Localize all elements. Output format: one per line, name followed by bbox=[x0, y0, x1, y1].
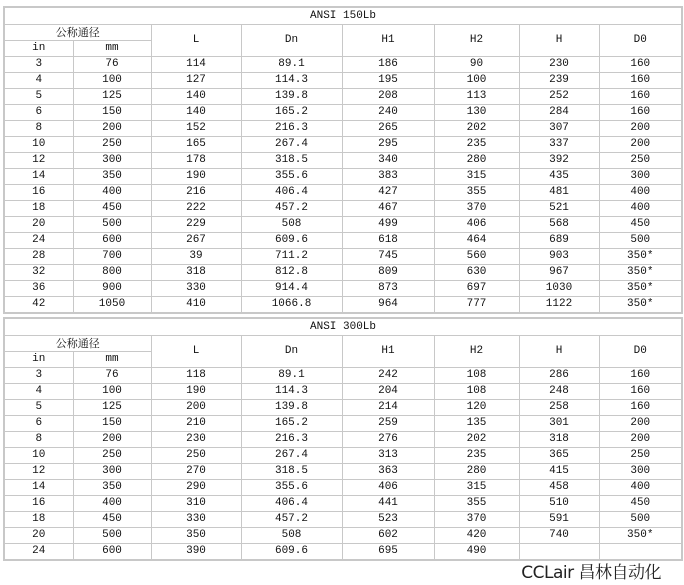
table-row bbox=[4, 544, 682, 561]
table-cell: 812.8 bbox=[241, 265, 342, 281]
table-cell: 267.4 bbox=[241, 137, 342, 153]
column-header-h2: H2 bbox=[434, 25, 519, 57]
table-cell: 337 bbox=[519, 137, 599, 153]
table-cell: 295 bbox=[342, 137, 434, 153]
table-cell: 350 bbox=[151, 528, 241, 544]
table-row bbox=[4, 496, 682, 512]
table-cell: 390 bbox=[151, 544, 241, 561]
table-cell: 400 bbox=[73, 185, 151, 201]
table-cell: 76 bbox=[73, 368, 151, 384]
table-row bbox=[4, 105, 682, 121]
nominal-diameter-header: 公称通径 bbox=[4, 25, 151, 41]
table-cell: 464 bbox=[434, 233, 519, 249]
table-cell: 280 bbox=[434, 464, 519, 480]
table-cell: 809 bbox=[342, 265, 434, 281]
table-cell: 330 bbox=[151, 512, 241, 528]
table-cell: 365 bbox=[519, 448, 599, 464]
table-cell: 400 bbox=[599, 201, 682, 217]
table-cell: 258 bbox=[519, 400, 599, 416]
table-cell: 214 bbox=[342, 400, 434, 416]
table-cell: 4 bbox=[4, 384, 73, 400]
table-cell: 89.1 bbox=[241, 368, 342, 384]
table-cell: 10 bbox=[4, 448, 73, 464]
table-cell: 300 bbox=[599, 464, 682, 480]
table-cell: 521 bbox=[519, 201, 599, 217]
ansi-150lb-table bbox=[3, 6, 683, 314]
table-cell: 1066.8 bbox=[241, 297, 342, 314]
table-cell: 1122 bbox=[519, 297, 599, 314]
table-cell: 114.3 bbox=[241, 73, 342, 89]
table-cell: 777 bbox=[434, 297, 519, 314]
table-cell: 350* bbox=[599, 297, 682, 314]
ansi-300lb-table bbox=[3, 317, 683, 561]
table-cell: 200 bbox=[73, 432, 151, 448]
table-cell: 406 bbox=[342, 480, 434, 496]
table-cell: 267 bbox=[151, 233, 241, 249]
table-cell: 216.3 bbox=[241, 432, 342, 448]
header-row bbox=[4, 336, 682, 352]
table-row bbox=[4, 297, 682, 314]
table-cell: 435 bbox=[519, 169, 599, 185]
table-cell: 186 bbox=[342, 57, 434, 73]
table-cell: 313 bbox=[342, 448, 434, 464]
table-cell: 618 bbox=[342, 233, 434, 249]
table-cell: 90 bbox=[434, 57, 519, 73]
table-cell: 130 bbox=[434, 105, 519, 121]
table-cell: 216.3 bbox=[241, 121, 342, 137]
table-cell: 190 bbox=[151, 384, 241, 400]
table-cell: 8 bbox=[4, 432, 73, 448]
table-row bbox=[4, 432, 682, 448]
table-cell: 127 bbox=[151, 73, 241, 89]
sub-header-in: in bbox=[4, 352, 73, 368]
table-cell: 602 bbox=[342, 528, 434, 544]
table-cell: 250 bbox=[73, 448, 151, 464]
table-cell: 300 bbox=[73, 153, 151, 169]
table-row bbox=[4, 281, 682, 297]
table-cell: 100 bbox=[73, 73, 151, 89]
table-cell: 14 bbox=[4, 480, 73, 496]
table-cell: 265 bbox=[342, 121, 434, 137]
table-cell: 208 bbox=[342, 89, 434, 105]
table-row bbox=[4, 185, 682, 201]
table-row bbox=[4, 265, 682, 281]
table-cell: 108 bbox=[434, 368, 519, 384]
sub-header-mm: mm bbox=[73, 352, 151, 368]
table-cell: 310 bbox=[151, 496, 241, 512]
table-cell: 248 bbox=[519, 384, 599, 400]
table-row bbox=[4, 448, 682, 464]
table-cell: 204 bbox=[342, 384, 434, 400]
table-cell: 441 bbox=[342, 496, 434, 512]
column-header-d0: D0 bbox=[599, 336, 682, 368]
table-cell: 568 bbox=[519, 217, 599, 233]
column-header-h1: H1 bbox=[342, 336, 434, 368]
table-cell: 200 bbox=[599, 137, 682, 153]
table-row bbox=[4, 153, 682, 169]
table-cell: 118 bbox=[151, 368, 241, 384]
column-header-d0: D0 bbox=[599, 25, 682, 57]
table-cell: 315 bbox=[434, 480, 519, 496]
table-cell: 363 bbox=[342, 464, 434, 480]
table-cell: 873 bbox=[342, 281, 434, 297]
table-cell: 350 bbox=[73, 169, 151, 185]
table-cell: 252 bbox=[519, 89, 599, 105]
table-cell: 330 bbox=[151, 281, 241, 297]
table-cell: 280 bbox=[434, 153, 519, 169]
table-cell: 508 bbox=[241, 528, 342, 544]
table-cell: 450 bbox=[73, 201, 151, 217]
table-cell: 42 bbox=[4, 297, 73, 314]
table-cell: 125 bbox=[73, 400, 151, 416]
table-cell: 457.2 bbox=[241, 201, 342, 217]
table-cell: 740 bbox=[519, 528, 599, 544]
table-cell: 355 bbox=[434, 496, 519, 512]
column-header-l: L bbox=[151, 336, 241, 368]
table-cell: 12 bbox=[4, 153, 73, 169]
table-cell: 500 bbox=[73, 217, 151, 233]
table-cell: 114.3 bbox=[241, 384, 342, 400]
table-row bbox=[4, 480, 682, 496]
table-cell: 350* bbox=[599, 528, 682, 544]
table-cell: 508 bbox=[241, 217, 342, 233]
table-cell: 689 bbox=[519, 233, 599, 249]
table-cell: 6 bbox=[4, 416, 73, 432]
table-cell: 1030 bbox=[519, 281, 599, 297]
table-cell: 5 bbox=[4, 89, 73, 105]
table-cell: 315 bbox=[434, 169, 519, 185]
table-cell: 697 bbox=[434, 281, 519, 297]
table-cell: 600 bbox=[73, 233, 151, 249]
table-cell: 165 bbox=[151, 137, 241, 153]
table-cell: 383 bbox=[342, 169, 434, 185]
table-row bbox=[4, 528, 682, 544]
table-cell: 745 bbox=[342, 249, 434, 265]
table-cell: 500 bbox=[599, 233, 682, 249]
table-cell: 235 bbox=[434, 448, 519, 464]
table-cell: 406.4 bbox=[241, 185, 342, 201]
table-row bbox=[4, 249, 682, 265]
table-cell: 457.2 bbox=[241, 512, 342, 528]
table-cell: 250 bbox=[599, 153, 682, 169]
table-row bbox=[4, 89, 682, 105]
table-cell: 450 bbox=[599, 496, 682, 512]
table-cell: 125 bbox=[73, 89, 151, 105]
table-cell: 230 bbox=[519, 57, 599, 73]
watermark-logo: CCLair 昌林自动化 bbox=[521, 563, 661, 583]
table-title: ANSI 300Lb bbox=[4, 318, 682, 336]
table-cell: 242 bbox=[342, 368, 434, 384]
column-header-h: H bbox=[519, 25, 599, 57]
table-row bbox=[4, 368, 682, 384]
table-cell: 216 bbox=[151, 185, 241, 201]
table-cell: 202 bbox=[434, 432, 519, 448]
table-cell bbox=[599, 544, 682, 561]
table-cell: 152 bbox=[151, 121, 241, 137]
table-cell: 150 bbox=[73, 105, 151, 121]
table-cell: 160 bbox=[599, 73, 682, 89]
table-cell: 903 bbox=[519, 249, 599, 265]
table-cell: 230 bbox=[151, 432, 241, 448]
table-cell: 450 bbox=[599, 217, 682, 233]
table-cell: 160 bbox=[599, 400, 682, 416]
table-cell: 406.4 bbox=[241, 496, 342, 512]
table-cell: 113 bbox=[434, 89, 519, 105]
table-cell: 229 bbox=[151, 217, 241, 233]
column-header-dn: Dn bbox=[241, 25, 342, 57]
table-cell: 307 bbox=[519, 121, 599, 137]
table-cell: 609.6 bbox=[241, 233, 342, 249]
table-cell: 120 bbox=[434, 400, 519, 416]
table-cell: 160 bbox=[599, 57, 682, 73]
table-cell: 140 bbox=[151, 89, 241, 105]
table-cell: 458 bbox=[519, 480, 599, 496]
table-cell: 150 bbox=[73, 416, 151, 432]
table-cell: 481 bbox=[519, 185, 599, 201]
table-cell: 318 bbox=[519, 432, 599, 448]
table-cell: 967 bbox=[519, 265, 599, 281]
nominal-diameter-header: 公称通径 bbox=[4, 336, 151, 352]
table-cell: 560 bbox=[434, 249, 519, 265]
table-cell: 100 bbox=[73, 384, 151, 400]
table-cell: 135 bbox=[434, 416, 519, 432]
table-cell: 250 bbox=[599, 448, 682, 464]
table-cell: 239 bbox=[519, 73, 599, 89]
table-cell: 340 bbox=[342, 153, 434, 169]
table-cell: 8 bbox=[4, 121, 73, 137]
table-cell: 510 bbox=[519, 496, 599, 512]
table-cell: 39 bbox=[151, 249, 241, 265]
table-cell: 20 bbox=[4, 217, 73, 233]
table-cell: 139.8 bbox=[241, 400, 342, 416]
table-row bbox=[4, 384, 682, 400]
table-cell: 450 bbox=[73, 512, 151, 528]
table-cell: 200 bbox=[73, 121, 151, 137]
table-cell: 200 bbox=[151, 400, 241, 416]
table-cell: 195 bbox=[342, 73, 434, 89]
table-cell: 76 bbox=[73, 57, 151, 73]
table-cell: 267.4 bbox=[241, 448, 342, 464]
table-row bbox=[4, 464, 682, 480]
table-cell: 160 bbox=[599, 89, 682, 105]
column-header-dn: Dn bbox=[241, 336, 342, 368]
table-cell: 202 bbox=[434, 121, 519, 137]
table-cell: 630 bbox=[434, 265, 519, 281]
table-cell: 160 bbox=[599, 105, 682, 121]
table-cell: 240 bbox=[342, 105, 434, 121]
table-cell: 700 bbox=[73, 249, 151, 265]
table-cell: 350 bbox=[73, 480, 151, 496]
table-cell: 695 bbox=[342, 544, 434, 561]
table-cell: 14 bbox=[4, 169, 73, 185]
table-cell: 250 bbox=[73, 137, 151, 153]
header-row bbox=[4, 25, 682, 41]
table-cell: 400 bbox=[599, 185, 682, 201]
table-cell: 20 bbox=[4, 528, 73, 544]
table-cell: 270 bbox=[151, 464, 241, 480]
table-cell: 500 bbox=[599, 512, 682, 528]
table-cell: 355 bbox=[434, 185, 519, 201]
table-row bbox=[4, 217, 682, 233]
table-cell: 16 bbox=[4, 185, 73, 201]
table-cell: 350* bbox=[599, 265, 682, 281]
table-cell: 28 bbox=[4, 249, 73, 265]
table-cell: 200 bbox=[599, 121, 682, 137]
title-row bbox=[4, 7, 682, 25]
table-cell: 10 bbox=[4, 137, 73, 153]
table-cell: 36 bbox=[4, 281, 73, 297]
table-cell: 24 bbox=[4, 233, 73, 249]
table-cell: 499 bbox=[342, 217, 434, 233]
table-cell: 235 bbox=[434, 137, 519, 153]
table-cell: 160 bbox=[599, 384, 682, 400]
table-cell: 400 bbox=[73, 496, 151, 512]
sub-header-in: in bbox=[4, 41, 73, 57]
table-row bbox=[4, 416, 682, 432]
table-cell: 12 bbox=[4, 464, 73, 480]
column-header-h: H bbox=[519, 336, 599, 368]
table-cell: 301 bbox=[519, 416, 599, 432]
table-cell: 400 bbox=[599, 480, 682, 496]
table-cell: 250 bbox=[151, 448, 241, 464]
table-cell: 200 bbox=[599, 416, 682, 432]
table-cell: 114 bbox=[151, 57, 241, 73]
table-cell: 139.8 bbox=[241, 89, 342, 105]
table-cell: 410 bbox=[151, 297, 241, 314]
table-cell: 318.5 bbox=[241, 153, 342, 169]
table-cell: 6 bbox=[4, 105, 73, 121]
table-cell: 591 bbox=[519, 512, 599, 528]
table-cell: 89.1 bbox=[241, 57, 342, 73]
table-cell: 140 bbox=[151, 105, 241, 121]
table-cell: 222 bbox=[151, 201, 241, 217]
table-cell: 210 bbox=[151, 416, 241, 432]
table-cell: 523 bbox=[342, 512, 434, 528]
table-row bbox=[4, 233, 682, 249]
table-cell: 18 bbox=[4, 512, 73, 528]
table-cell: 406 bbox=[434, 217, 519, 233]
table-row bbox=[4, 512, 682, 528]
table-cell: 427 bbox=[342, 185, 434, 201]
table-cell: 286 bbox=[519, 368, 599, 384]
column-header-h1: H1 bbox=[342, 25, 434, 57]
table-cell: 1050 bbox=[73, 297, 151, 314]
table-cell: 5 bbox=[4, 400, 73, 416]
table-cell: 318.5 bbox=[241, 464, 342, 480]
table-cell: 370 bbox=[434, 201, 519, 217]
table-row bbox=[4, 169, 682, 185]
table-row bbox=[4, 57, 682, 73]
table-cell: 600 bbox=[73, 544, 151, 561]
table-cell: 3 bbox=[4, 57, 73, 73]
table-title: ANSI 150Lb bbox=[4, 7, 682, 25]
table-cell: 964 bbox=[342, 297, 434, 314]
table-cell: 290 bbox=[151, 480, 241, 496]
table-cell: 609.6 bbox=[241, 544, 342, 561]
table-cell: 165.2 bbox=[241, 105, 342, 121]
table-cell: 370 bbox=[434, 512, 519, 528]
table-cell: 32 bbox=[4, 265, 73, 281]
table-row bbox=[4, 137, 682, 153]
table-cell: 284 bbox=[519, 105, 599, 121]
table-cell: 16 bbox=[4, 496, 73, 512]
table-cell: 200 bbox=[599, 432, 682, 448]
table-cell: 914.4 bbox=[241, 281, 342, 297]
table-row bbox=[4, 201, 682, 217]
table-cell: 467 bbox=[342, 201, 434, 217]
table-cell: 108 bbox=[434, 384, 519, 400]
table-cell: 259 bbox=[342, 416, 434, 432]
sub-header-mm: mm bbox=[73, 41, 151, 57]
table-cell: 276 bbox=[342, 432, 434, 448]
table-cell: 355.6 bbox=[241, 169, 342, 185]
table-cell: 18 bbox=[4, 201, 73, 217]
table-cell: 392 bbox=[519, 153, 599, 169]
table-cell: 355.6 bbox=[241, 480, 342, 496]
table-cell: 190 bbox=[151, 169, 241, 185]
table-row bbox=[4, 121, 682, 137]
table-cell: 711.2 bbox=[241, 249, 342, 265]
table-cell: 178 bbox=[151, 153, 241, 169]
table-cell: 24 bbox=[4, 544, 73, 561]
table-cell: 800 bbox=[73, 265, 151, 281]
table-cell: 350* bbox=[599, 249, 682, 265]
table-cell: 100 bbox=[434, 73, 519, 89]
table-cell: 4 bbox=[4, 73, 73, 89]
table-cell bbox=[519, 544, 599, 561]
table-cell: 3 bbox=[4, 368, 73, 384]
column-header-h2: H2 bbox=[434, 336, 519, 368]
table-row bbox=[4, 400, 682, 416]
table-cell: 318 bbox=[151, 265, 241, 281]
table-cell: 160 bbox=[599, 368, 682, 384]
table-cell: 490 bbox=[434, 544, 519, 561]
table-cell: 415 bbox=[519, 464, 599, 480]
table-cell: 300 bbox=[73, 464, 151, 480]
table-cell: 420 bbox=[434, 528, 519, 544]
table-cell: 500 bbox=[73, 528, 151, 544]
table-cell: 350* bbox=[599, 281, 682, 297]
title-row bbox=[4, 318, 682, 336]
table-cell: 300 bbox=[599, 169, 682, 185]
column-header-l: L bbox=[151, 25, 241, 57]
table-row bbox=[4, 73, 682, 89]
table-cell: 900 bbox=[73, 281, 151, 297]
table-cell: 165.2 bbox=[241, 416, 342, 432]
